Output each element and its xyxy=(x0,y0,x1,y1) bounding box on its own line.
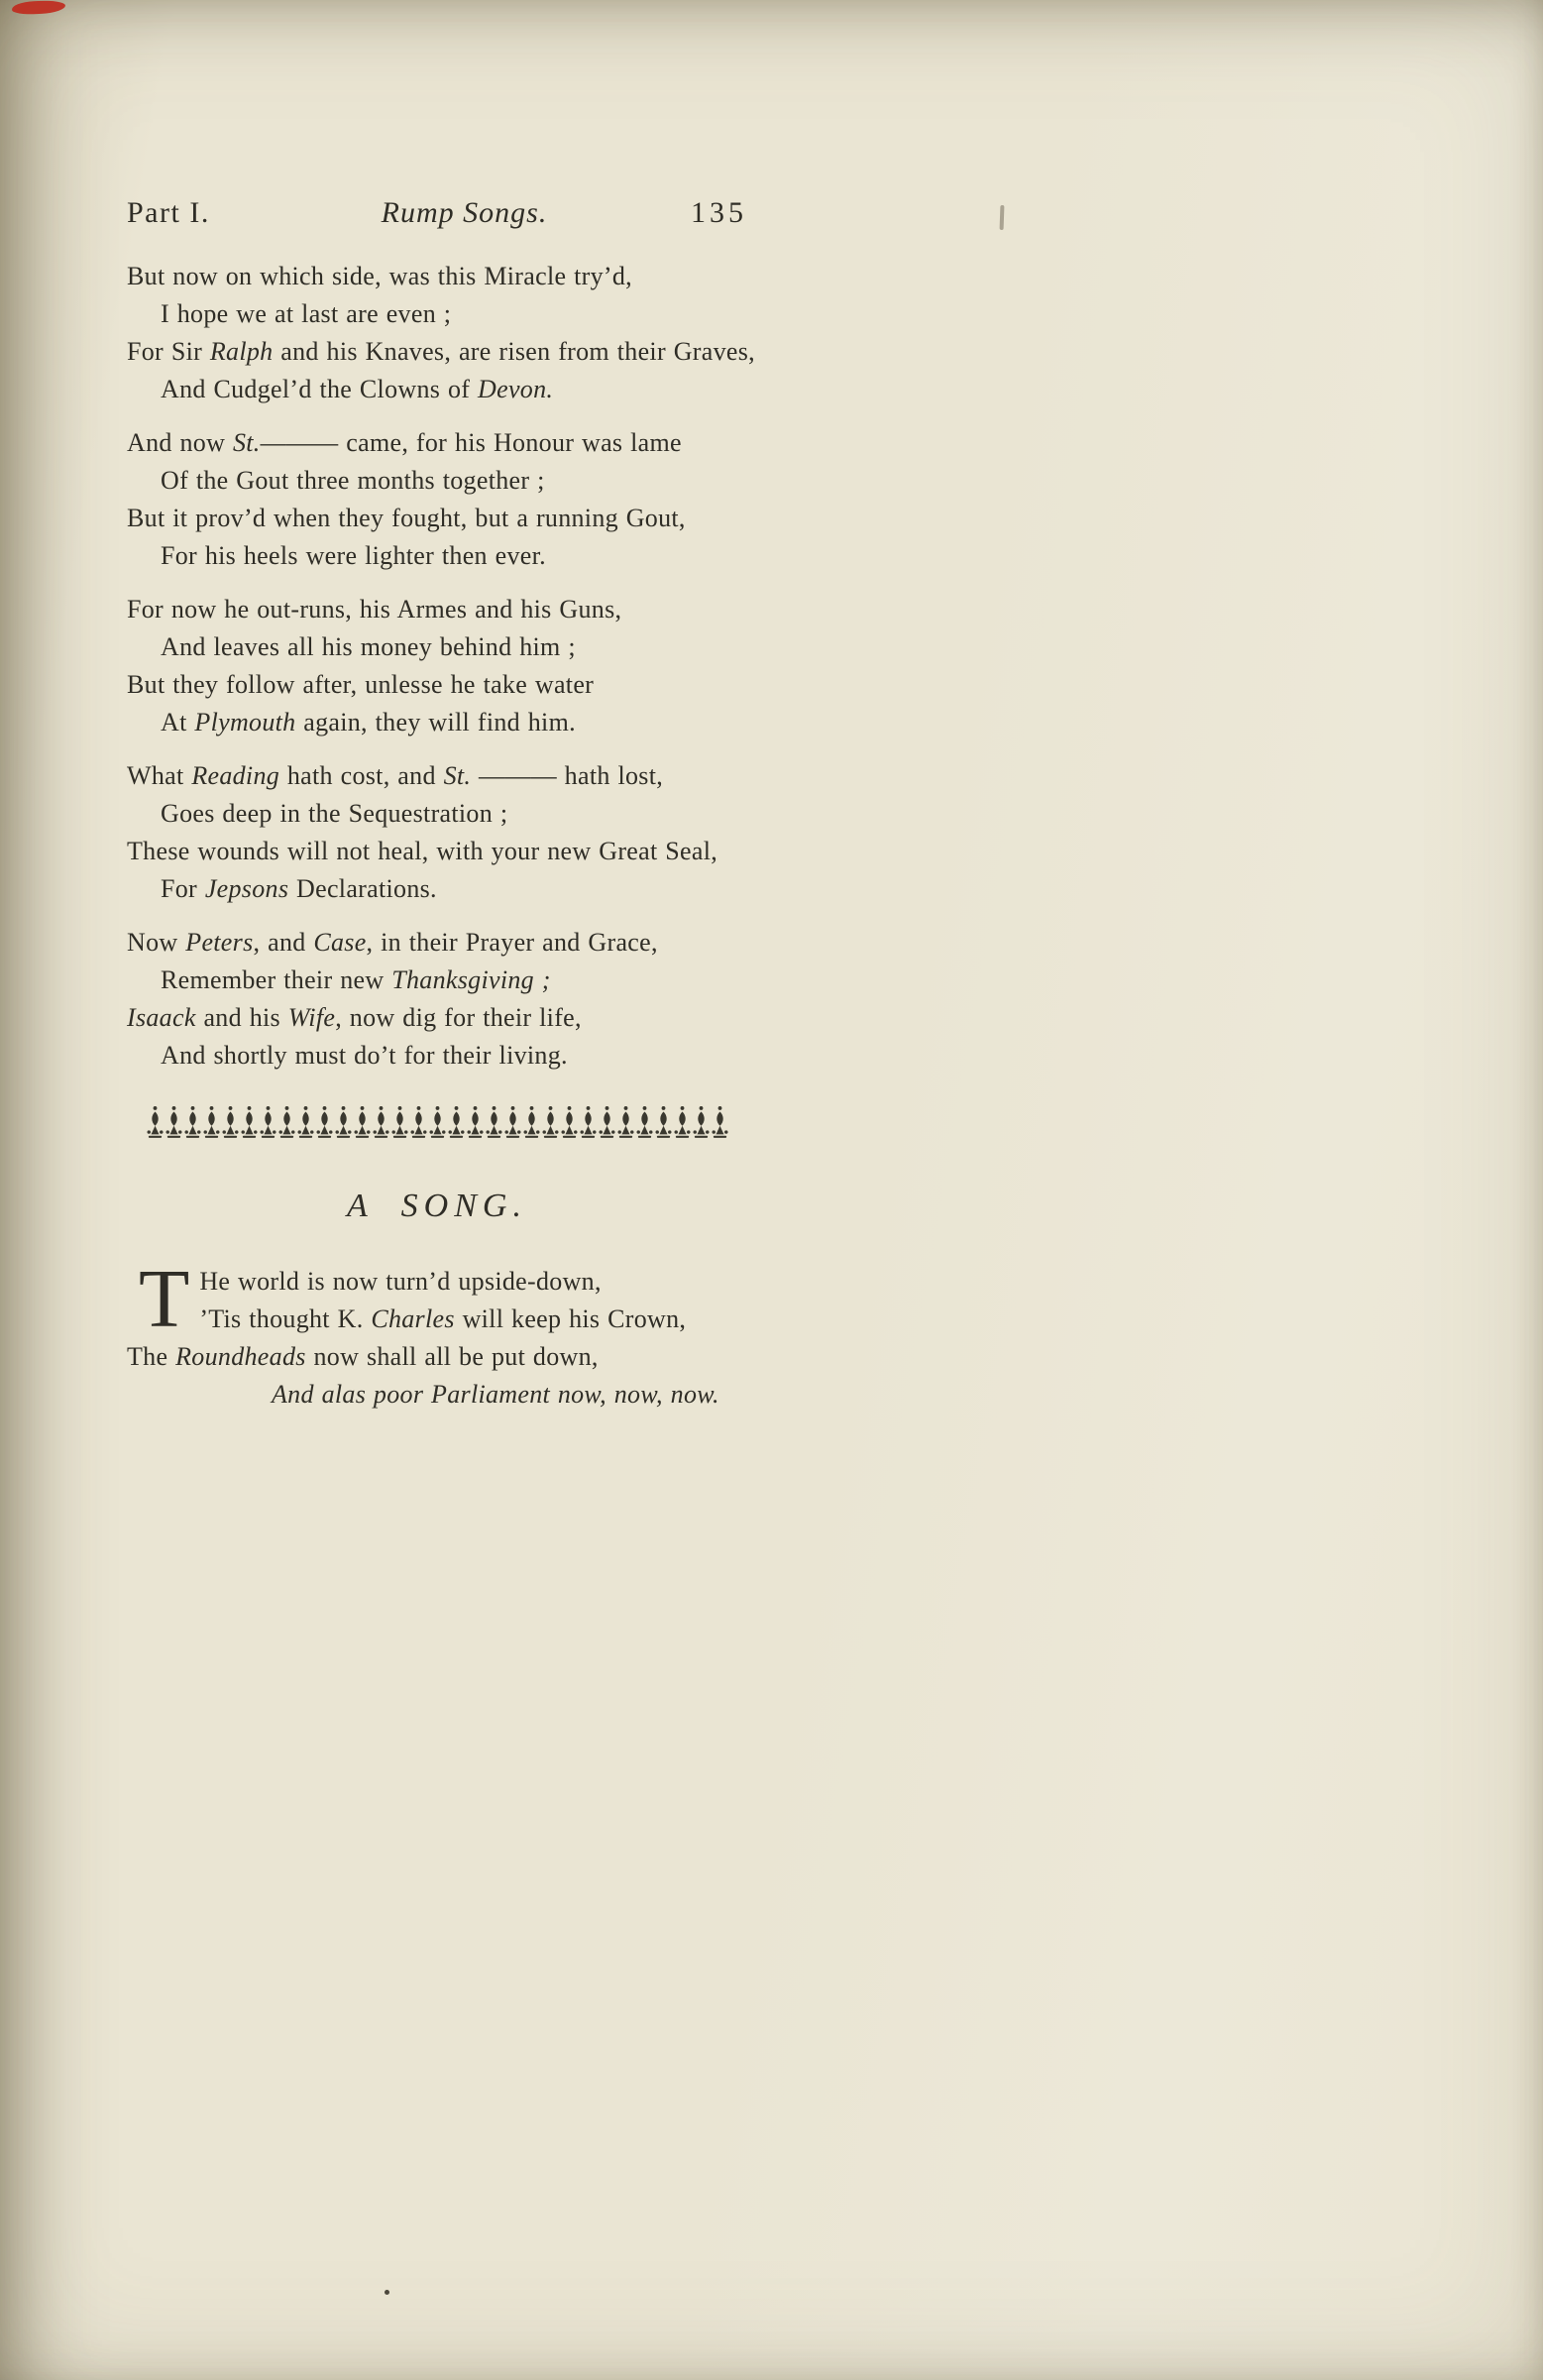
italic-text: Peters xyxy=(185,928,254,957)
song-title: A SONG. xyxy=(347,1188,527,1224)
text: For his heels were lighter then ever. xyxy=(161,541,546,570)
italic-text: And alas poor Parliament now, now, now. xyxy=(272,1380,719,1409)
text-block xyxy=(127,194,755,1414)
fleuron-icon xyxy=(635,1104,654,1140)
text: The xyxy=(127,1342,176,1371)
text: For Sir xyxy=(127,337,210,366)
stanza xyxy=(127,591,747,741)
fleuron-icon xyxy=(409,1104,428,1140)
poem-line xyxy=(127,757,747,795)
fleuron-icon xyxy=(616,1104,635,1140)
text: and his xyxy=(195,1003,288,1032)
text: I hope we at last are even ; xyxy=(161,299,452,328)
fleuron-icon xyxy=(711,1104,729,1140)
poem-line xyxy=(127,704,747,741)
ink-edge-mark xyxy=(1000,205,1005,230)
fleuron-icon xyxy=(390,1104,409,1140)
song-line xyxy=(127,1338,747,1376)
page-number: 135 xyxy=(691,196,747,229)
poem-line xyxy=(127,999,747,1037)
drop-cap-lines xyxy=(199,1263,686,1338)
song-stanza xyxy=(127,1253,747,1414)
poem-line xyxy=(127,295,747,333)
fleuron-icon xyxy=(485,1104,503,1140)
red-corner-mark xyxy=(12,0,66,15)
fleuron-icon xyxy=(503,1104,522,1140)
poem-line xyxy=(127,628,747,666)
poem-line xyxy=(127,537,747,575)
italic-text: Wife xyxy=(287,1003,336,1032)
text: , and xyxy=(253,928,314,957)
poem-line xyxy=(127,591,747,628)
text: And leaves all his money behind him ; xyxy=(161,632,576,661)
fleuron-icon xyxy=(598,1104,616,1140)
text: But they follow after, unlesse he take water xyxy=(127,670,595,699)
text: Goes deep in the Sequestration ; xyxy=(161,799,508,828)
text: Of the Gout three months together ; xyxy=(161,466,545,495)
fleuron-icon xyxy=(372,1104,390,1140)
text: will keep his Crown, xyxy=(454,1304,687,1333)
poem-line xyxy=(127,500,747,537)
fleuron-icon xyxy=(522,1104,541,1140)
fleuron-icon xyxy=(466,1104,485,1140)
text: now shall all be put down, xyxy=(305,1342,599,1371)
fleuron-icon xyxy=(296,1104,315,1140)
stanza xyxy=(127,924,747,1075)
italic-text: Ralph xyxy=(209,337,274,366)
italic-text: St. xyxy=(443,761,472,790)
poem-line xyxy=(127,1037,747,1075)
drop-cap-block xyxy=(139,1253,747,1345)
poem-line xyxy=(127,795,747,833)
italic-text: Jepsons xyxy=(204,874,289,903)
fleuron-icon xyxy=(673,1104,692,1140)
part-label: Part I. xyxy=(127,196,210,229)
text: And Cudgel’d the Clowns of xyxy=(161,375,479,403)
text: For xyxy=(161,874,205,903)
song-line xyxy=(199,1263,686,1301)
fleuron-icon xyxy=(654,1104,673,1140)
text: ——— came, for his Honour was lame xyxy=(260,428,682,457)
ink-speck xyxy=(385,2290,389,2295)
fleuron-icon xyxy=(183,1104,202,1140)
fleuron-icon xyxy=(692,1104,711,1140)
drop-cap-letter: T xyxy=(139,1253,190,1345)
text: At xyxy=(161,708,195,737)
italic-text: Thanksgiving ; xyxy=(391,965,551,994)
fleuron-icon xyxy=(334,1104,353,1140)
text: He world is now turn’d upside-down, xyxy=(199,1267,602,1296)
text: and his Knaves, are risen from their Graves, xyxy=(273,337,755,366)
poem-line xyxy=(127,462,747,500)
fleuron-icon xyxy=(277,1104,296,1140)
poem-line xyxy=(127,333,755,371)
ornament-band xyxy=(127,1104,747,1142)
text: Remember their new xyxy=(161,965,392,994)
text: , now dig for their life, xyxy=(335,1003,582,1032)
fleuron-icon xyxy=(560,1104,579,1140)
poem-line xyxy=(127,924,747,962)
text: What xyxy=(127,761,192,790)
fleuron-icon xyxy=(221,1104,240,1140)
poem-line xyxy=(127,258,747,295)
italic-text: Case xyxy=(313,928,367,957)
text: These wounds will not heal, with your new Great Seal, xyxy=(127,837,718,865)
running-title: Rump Songs. xyxy=(381,196,548,229)
italic-text: Reading xyxy=(191,761,280,790)
stanza xyxy=(127,757,747,908)
fleuron-icon xyxy=(240,1104,259,1140)
text: For now he out-runs, his Armes and his Guns, xyxy=(127,595,622,623)
fleuron-icon xyxy=(259,1104,277,1140)
italic-text: Plymouth xyxy=(194,708,296,737)
text: And now xyxy=(127,428,233,457)
text: Now xyxy=(127,928,186,957)
poem-line xyxy=(127,962,747,999)
text: ——— hath lost, xyxy=(471,761,664,790)
poem-line xyxy=(127,371,747,408)
text: But now on which side, was this Miracle try’d, xyxy=(127,262,632,290)
text: ’Tis thought K. xyxy=(199,1304,372,1333)
poem-line xyxy=(127,666,747,704)
italic-text: Isaack xyxy=(127,1003,196,1032)
fleuron-icon xyxy=(353,1104,372,1140)
fleuron-icon xyxy=(315,1104,334,1140)
song-line xyxy=(199,1301,686,1338)
text: And shortly must do’t for their living. xyxy=(161,1041,568,1070)
poem-line xyxy=(127,424,747,462)
fleuron-icon xyxy=(202,1104,221,1140)
text: Declarations. xyxy=(288,874,437,903)
fleuron-icon xyxy=(165,1104,183,1140)
italic-text: Roundheads xyxy=(175,1342,306,1371)
fleuron-icon xyxy=(579,1104,598,1140)
text: hath cost, and xyxy=(279,761,444,790)
fleuron-icon xyxy=(146,1104,165,1140)
fleuron-icon xyxy=(447,1104,466,1140)
italic-text: Devon. xyxy=(478,375,554,403)
poem-stanzas xyxy=(127,258,755,1075)
italic-text: St. xyxy=(232,428,261,457)
poem-line xyxy=(127,833,747,870)
text: But it prov’d when they fought, but a running Gout, xyxy=(127,504,686,532)
song-line xyxy=(272,1376,747,1414)
text: again, they will find him. xyxy=(295,708,576,737)
stanza xyxy=(127,424,747,575)
fleuron-icon xyxy=(428,1104,447,1140)
italic-text: Charles xyxy=(371,1304,455,1333)
text: , in their Prayer and Grace, xyxy=(366,928,658,957)
stanza xyxy=(127,258,755,408)
page-header xyxy=(127,194,747,232)
fleuron-icon xyxy=(541,1104,560,1140)
poem-line xyxy=(127,870,747,908)
